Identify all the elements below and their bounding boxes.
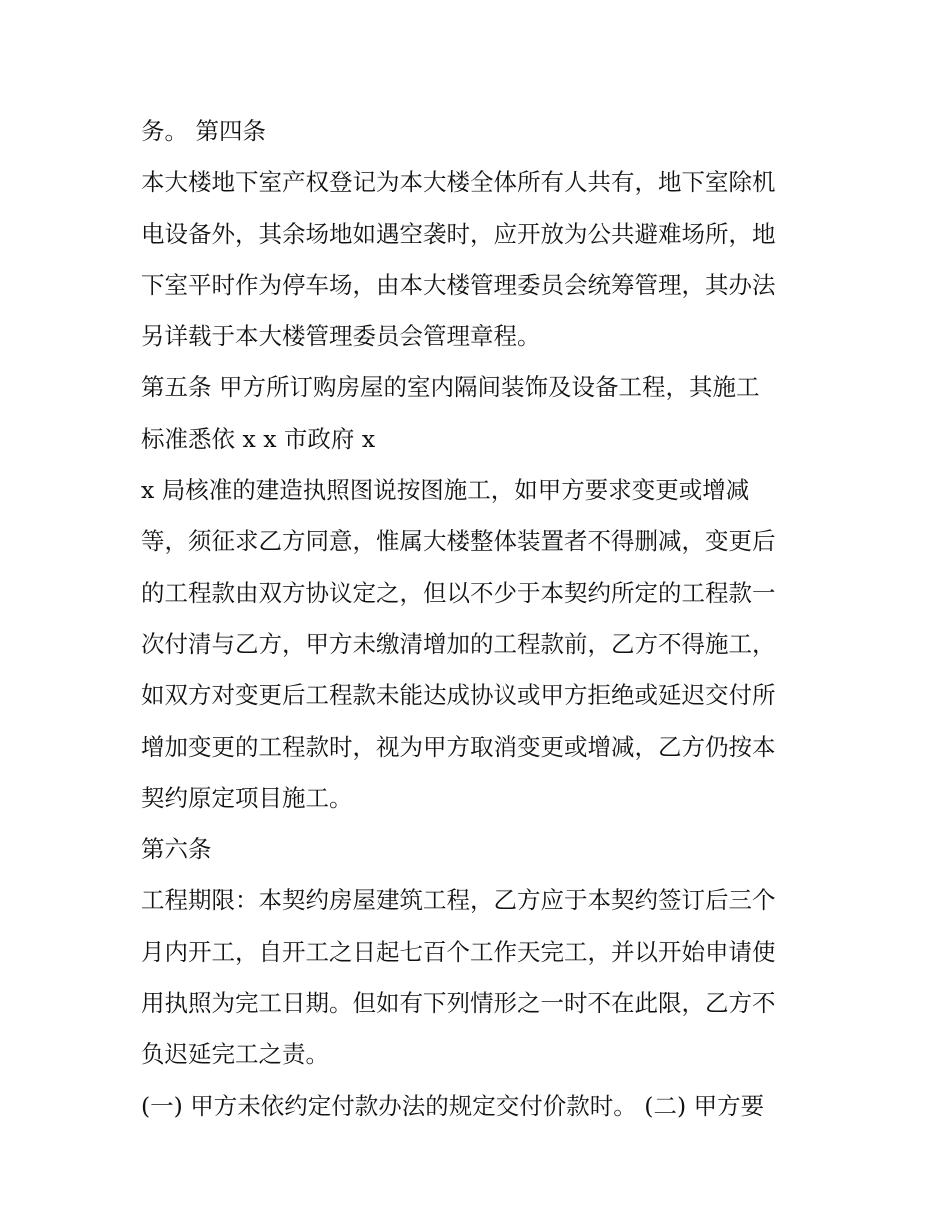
text-line: (一) 甲方未依约定付款办法的规定交付价款时。 (二) 甲方要 <box>141 1091 765 1120</box>
text-line: 第六条 <box>141 835 212 864</box>
text-line: 标准悉依 x x 市政府 x <box>141 424 376 453</box>
text-line: 另详载于本大楼管理委员会管理章程。 <box>141 322 541 351</box>
text-line: 的工程款由双方协议定之，但以不少于本契约所定的工程款一 <box>141 578 776 607</box>
text-line: 如双方对变更后工程款未能达成协议或甲方拒绝或延迟交付所 <box>141 681 776 710</box>
text-line: 本大楼地下室产权登记为本大楼全体所有人共有，地下室除机 <box>141 168 776 197</box>
text-line: 电设备外，其余场地如遇空袭时，应开放为公共避难场所，地 <box>141 219 776 248</box>
text-line: 增加变更的工程款时，视为甲方取消变更或增减，乙方仍按本 <box>141 732 776 761</box>
text-line: 次付清与乙方，甲方未缴清增加的工程款前，乙方不得施工， <box>141 629 776 658</box>
text-line: 工程期限：本契约房屋建筑工程，乙方应于本契约签订后三个 <box>141 886 776 915</box>
document-body <box>141 106 821 1132</box>
text-line: 务。 第四条 <box>141 117 266 145</box>
text-line: x 局核准的建造执照图说按图施工，如甲方要求变更或增减 <box>141 476 750 505</box>
text-line: 负迟延完工之责。 <box>141 1040 329 1069</box>
text-line: 契约原定项目施工。 <box>141 783 353 812</box>
text-line: 月内开工，自开工之日起七百个工作天完工，并以开始申请使 <box>141 937 776 966</box>
text-line: 用执照为完工日期。但如有下列情形之一时不在此限，乙方不 <box>141 989 776 1018</box>
text-line: 第五条 甲方所订购房屋的室内隔间装饰及设备工程，其施工 <box>141 373 760 402</box>
text-line: 等，须征求乙方同意，惟属大楼整体装置者不得删减，变更后 <box>141 527 776 556</box>
text-line: 下室平时作为停车场，由本大楼管理委员会统筹管理，其办法 <box>141 270 776 299</box>
